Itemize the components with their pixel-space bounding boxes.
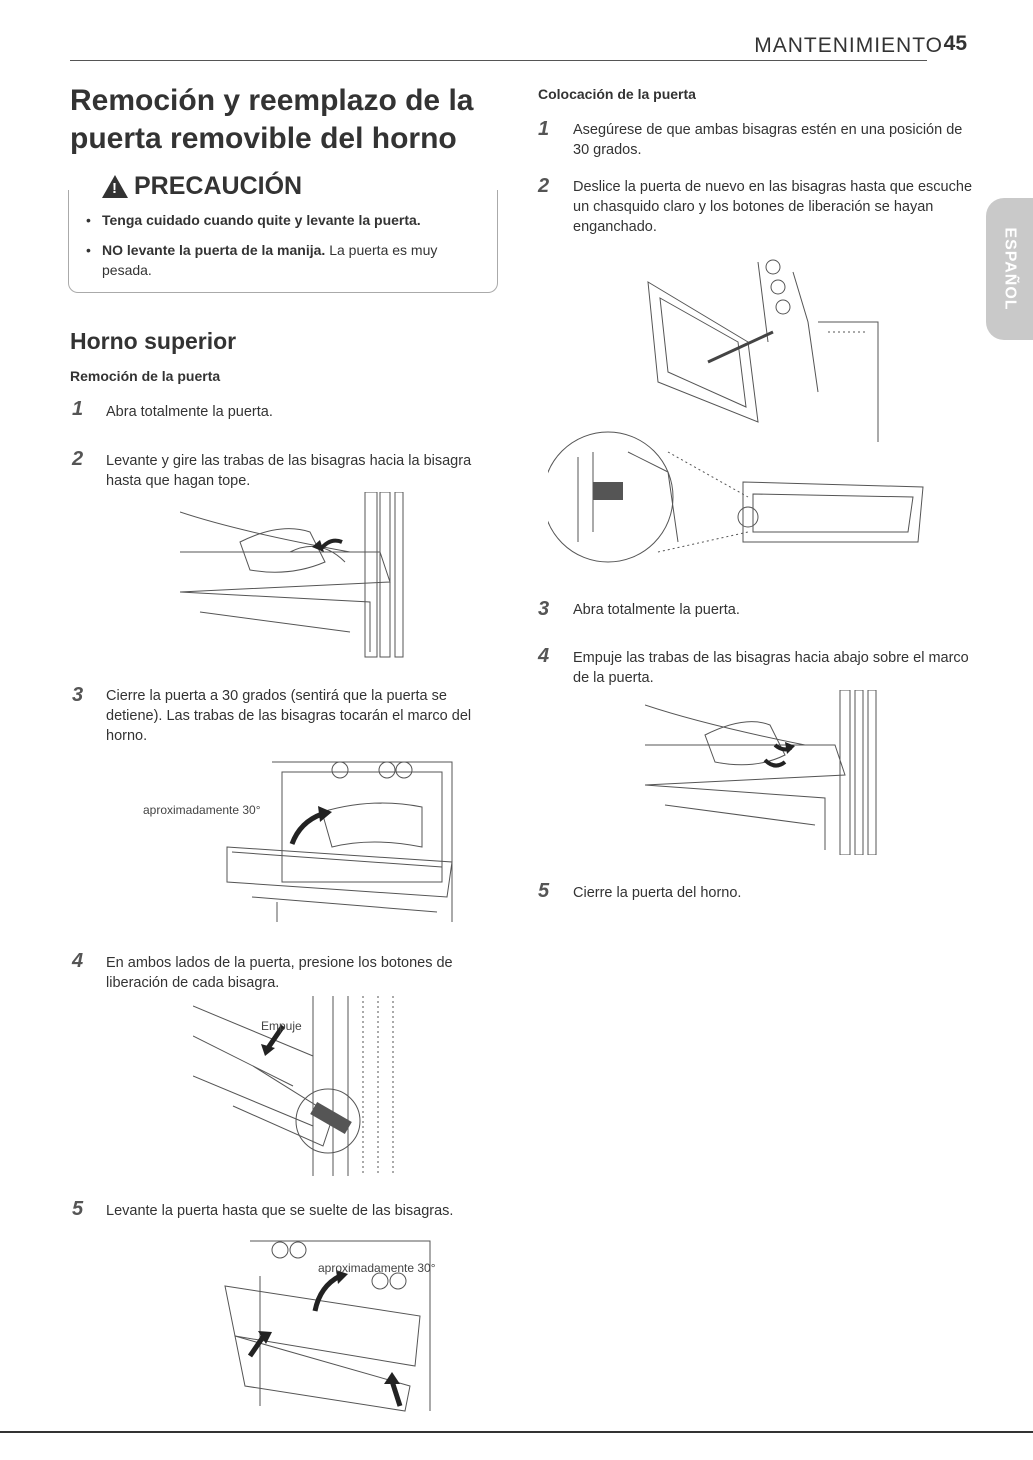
- right-step-2-text: Deslice la puerta de nuevo en las bisagras hasta que escuche un chasquido claro y los botones de liberación se hayan enganchado.: [573, 179, 973, 235]
- page-number: 45: [943, 32, 967, 55]
- left-step-2-number: 2: [72, 448, 84, 470]
- fig3-angle-label: aproximadamente 30°: [143, 803, 261, 817]
- page-title-line-2: puerta removible del horno: [70, 122, 457, 155]
- right-step-4-text: Empuje las trabas de las bisagras hacia abajo sobre el marco de la puerta.: [573, 650, 969, 686]
- header-rule: [70, 60, 927, 61]
- left-step-1-number: 1: [72, 398, 84, 420]
- warning-icon: !: [102, 175, 128, 198]
- right-step-3-number: 3: [538, 598, 550, 620]
- left-step-5-text: Levante la puerta hasta que se suelte de las bisagras.: [106, 1203, 454, 1219]
- hinge-lock-lift-illustration: [180, 492, 420, 662]
- caution-heading: [96, 172, 308, 201]
- page-title: [70, 82, 490, 158]
- subheading-door-removal: Remoción de la puerta: [70, 368, 221, 384]
- caution-heading-text: PRECAUCIÓN: [134, 172, 303, 200]
- left-step-4-number: 4: [72, 950, 84, 972]
- header-section-title: MANTENIMIENTO: [754, 34, 943, 57]
- release-button-press-illustration: [193, 996, 413, 1176]
- right-step-1-text: Asegúrese de que ambas bisagras estén en una posición de 30 grados.: [573, 122, 963, 158]
- left-step-3-number: 3: [72, 684, 84, 706]
- right-step-4-number: 4: [538, 645, 550, 667]
- caution-item-2-rest: La puerta es muy pesada.: [102, 242, 438, 278]
- left-step-1-text: Abra totalmente la puerta.: [106, 404, 273, 420]
- subheading-door-replacement: Colocación de la puerta: [538, 86, 696, 102]
- right-step-1-number: 1: [538, 118, 550, 140]
- door-lift-off-illustration: [220, 1236, 450, 1416]
- caution-item-2-bold: NO levante la puerta de la manija.: [102, 242, 326, 258]
- right-step-2-number: 2: [538, 175, 550, 197]
- caution-item-1-bold: Tenga cuidado cuando quite y levante la puerta.: [102, 212, 421, 228]
- left-step-2-text: Levante y gire las trabas de las bisagras hacia la bisagra hasta que hagan tope.: [106, 453, 472, 489]
- right-step-5-text: Cierre la puerta del horno.: [573, 885, 742, 901]
- door-slide-onto-hinges-illustration: [548, 242, 938, 572]
- fig5-angle-label: aproximadamente 30°: [318, 1261, 436, 1275]
- caution-item-1: • Tenga cuidado cuando quite y levante la puerta.: [86, 212, 421, 228]
- section-heading-upper-oven: Horno superior: [70, 328, 237, 354]
- door-30-degree-illustration: [222, 752, 462, 922]
- hinge-lock-push-down-illustration: [645, 690, 885, 855]
- left-step-3-text: Cierre la puerta a 30 grados (sentirá que la puerta se detiene). Las trabas de las bisagras tocarán el marco del horno.: [106, 688, 472, 744]
- right-step-5-number: 5: [538, 880, 550, 902]
- bottom-rule: [0, 1431, 1033, 1433]
- right-step-3-text: Abra totalmente la puerta.: [573, 602, 740, 618]
- page-title-line-1: Remoción y reemplazo de la: [70, 84, 474, 117]
- left-step-5-number: 5: [72, 1198, 84, 1220]
- left-step-4-text: En ambos lados de la puerta, presione los botones de liberación de cada bisagra.: [106, 955, 453, 991]
- fig4-push-label: Empuje: [261, 1019, 302, 1033]
- language-side-tab-label: ESPAÑOL: [1001, 227, 1019, 311]
- caution-item-2: • NO levante la puerta de la manija. La puerta es muy pesada.: [86, 242, 438, 278]
